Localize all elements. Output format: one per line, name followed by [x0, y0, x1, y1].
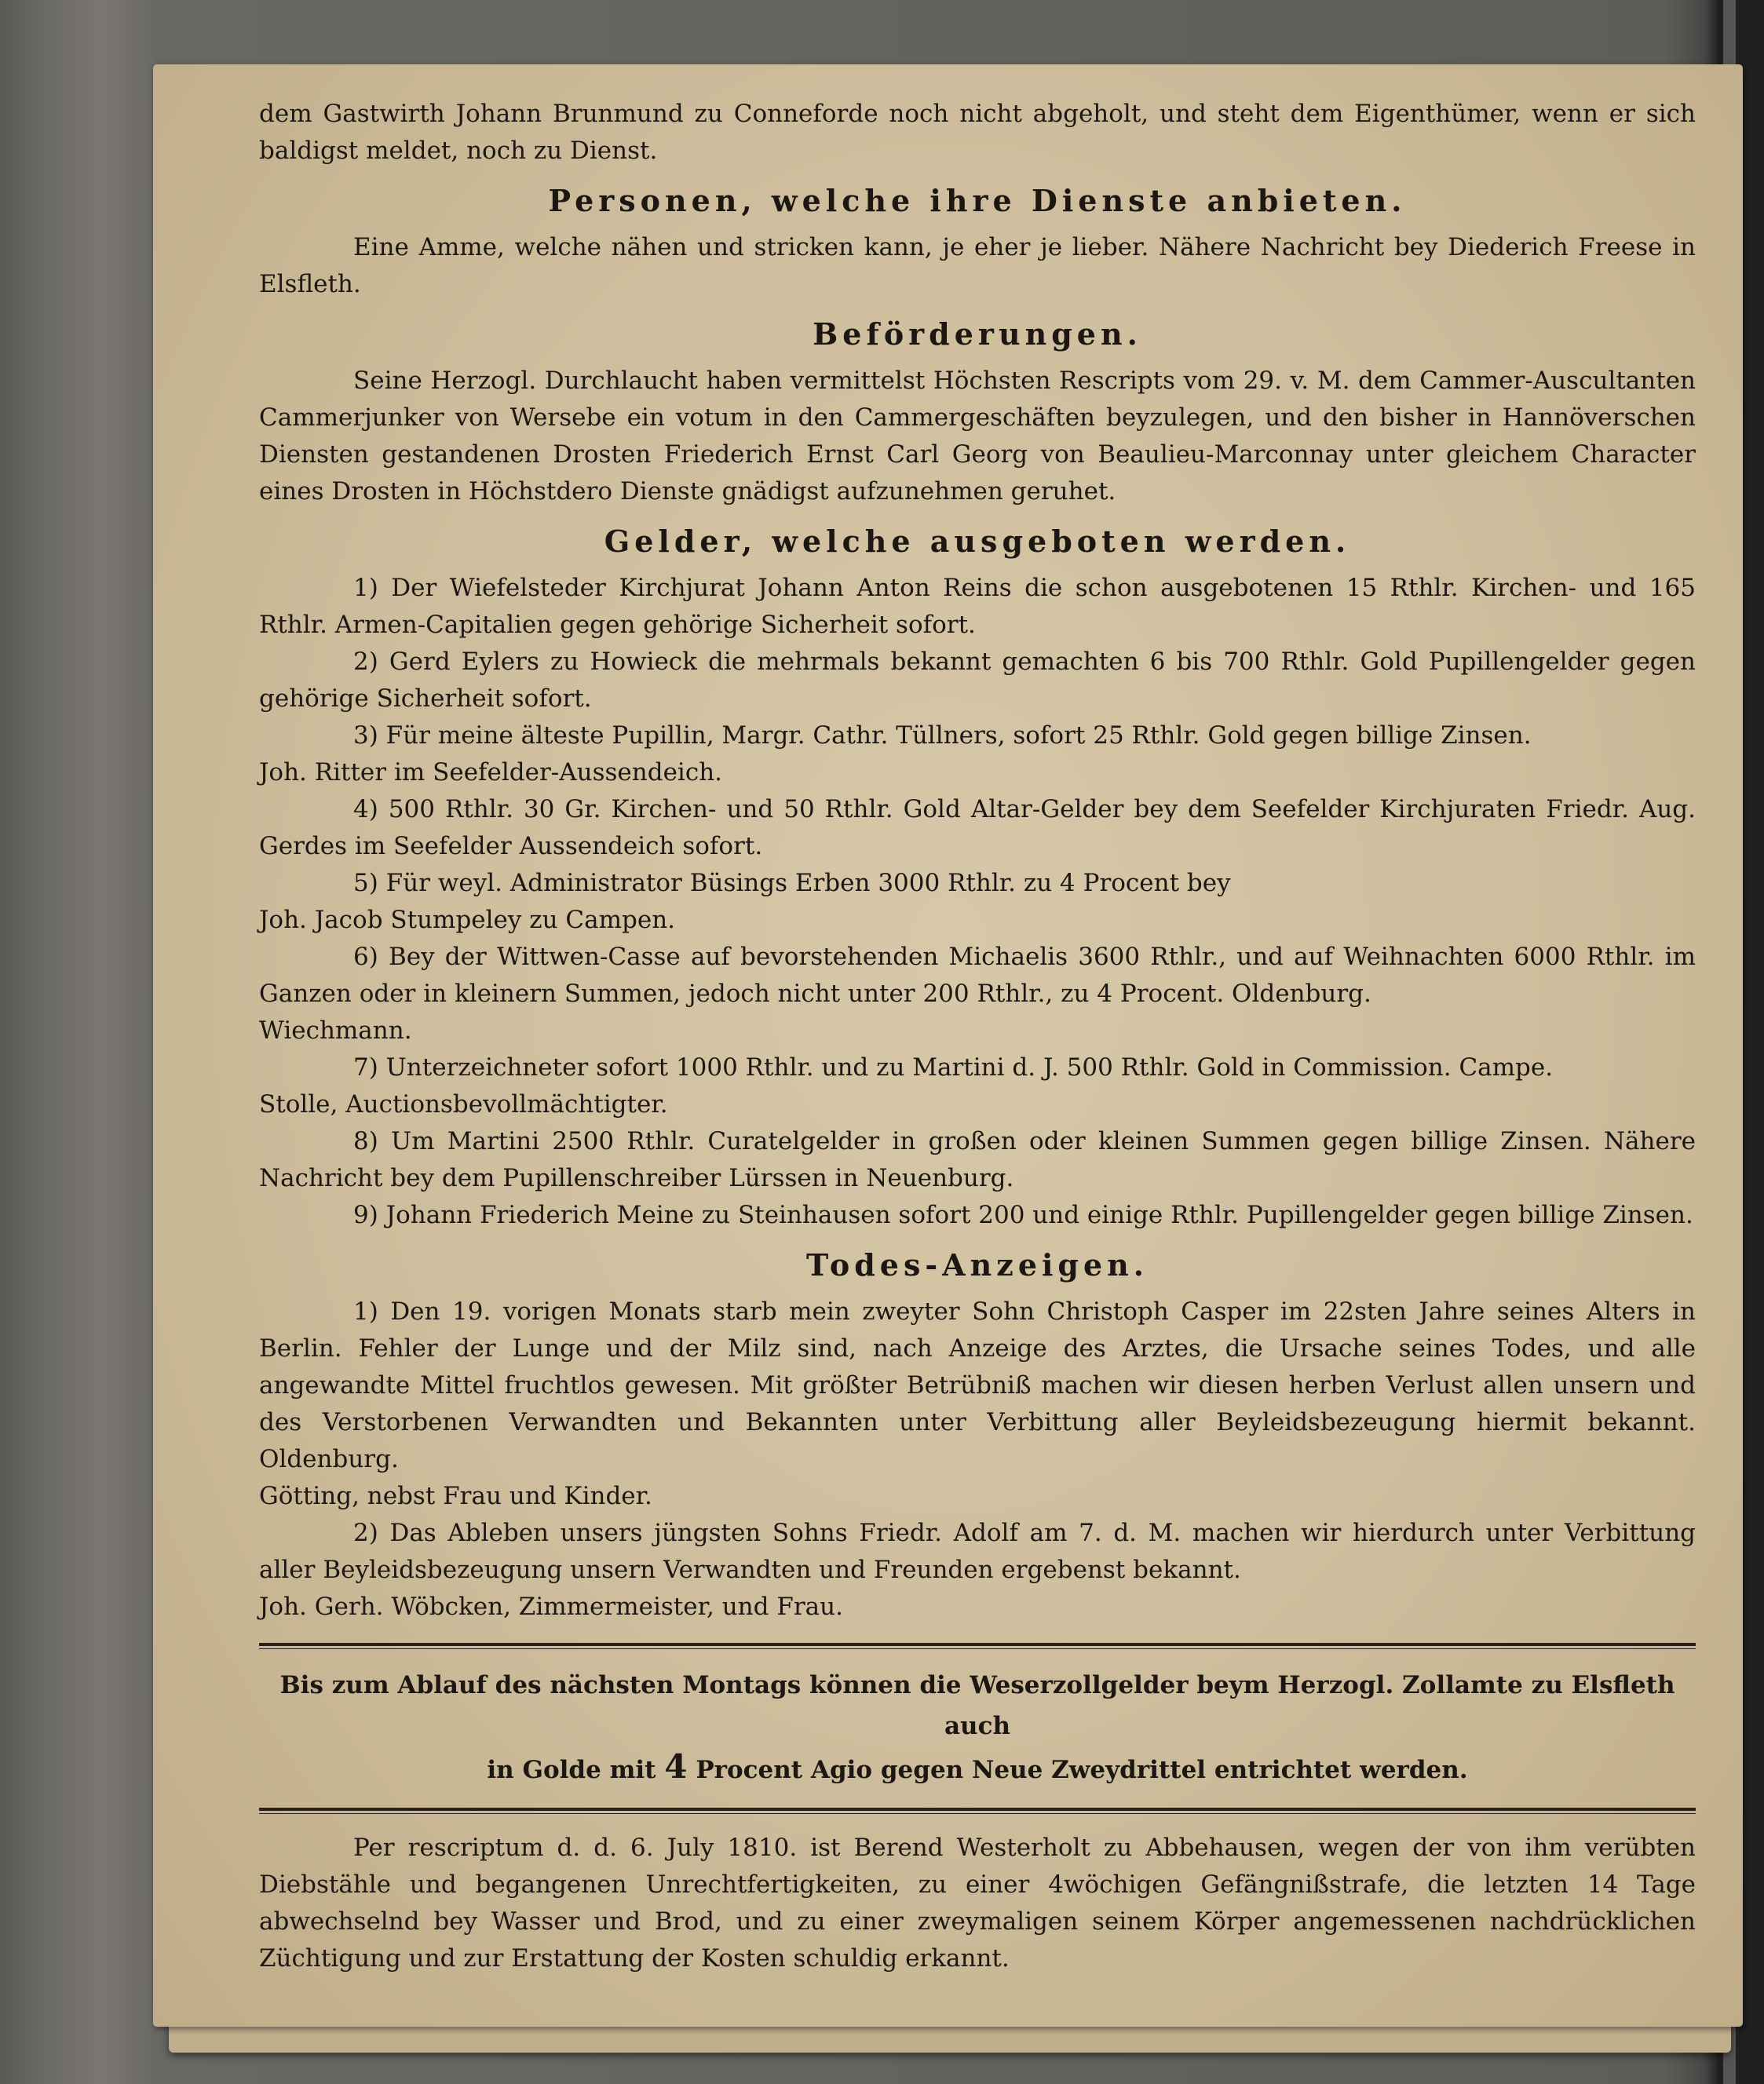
- page-content: [259, 96, 1696, 1977]
- gelder-item: 1) Der Wiefelsteder Kirchjurat Johann Anton Reins die schon ausgebotenen 15 Rthlr. Kirchen- und 165 Rthlr. Armen-Capitalien gegen gehörige Sicherheit sofort.: [259, 574, 1696, 639]
- heading-befoerderungen: Beförderungen.: [813, 316, 1142, 352]
- gelder-item: 8) Um Martini 2500 Rthlr. Curatelgelder in großen oder kleinen Summen gegen billige Zinsen. Nähere Nachricht bey dem Pupillenschreiber Lürssen in Neuenburg.: [259, 1127, 1696, 1192]
- gelder-item: 5) Für weyl. Administrator Büsings Erben 3000 Rthlr. zu 4 Procent bey: [353, 869, 1231, 897]
- heading-personen: Personen, welche ihre Dienste anbieten.: [548, 183, 1407, 218]
- befoerderungen-paragraph: Seine Herzogl. Durchlaucht haben vermittelst Höchsten Rescripts vom 29. v. M. dem Cammer-Auscultanten Cammerjunker von Wersebe ein votum in den Cammergeschäften beyzulegen, und den bisher in Hannöverschen Diensten gestandenen Drosten Friederich Ernst Carl Georg von Beaulieu-Marconnay unter gleichem Character eines Drosten in Höchstdero Dienste gnädigst aufzunehmen geruhet.: [259, 367, 1696, 505]
- todes-signature: Götting, nebst Frau und Kinder.: [259, 1482, 652, 1510]
- divider-rule: [259, 1808, 1696, 1814]
- weserzoll-percent: 4: [664, 1747, 688, 1786]
- gelder-signature: Stolle, Auctionsbevollmächtigter.: [259, 1090, 668, 1119]
- weserzoll-notice-line2: [259, 1746, 1696, 1790]
- weserzoll-notice-line1: Bis zum Ablauf des nächsten Montags können die Weserzollgelder beym Herzogl. Zollamte zu Elsfleth auch: [279, 1671, 1675, 1740]
- rescript-paragraph: Per rescriptum d. d. 6. July 1810. ist Berend Westerholt zu Abbehausen, wegen der von ihm verübten Diebstähle und begangenen Unrechtfertigkeiten, zu einer 4wöchigen Gefängnißstrafe, die letzten 14 Tage abwechselnd bey Wasser und Brod, und zu einer zweymaligen seinem Körper angemessenen nachdrücklichen Züchtigung und zur Erstattung der Kosten schuldig erkannt.: [259, 1834, 1696, 1973]
- weserzoll-line2-post: Procent Agio gegen Neue Zweydrittel entrichtet werden.: [696, 1756, 1468, 1784]
- heading-gelder: Gelder, welche ausgeboten werden.: [604, 524, 1351, 559]
- gelder-item: 9) Johann Friederich Meine zu Steinhausen sofort 200 und einige Rthlr. Pupillengelder gegen billige Zinsen.: [353, 1201, 1693, 1229]
- intro-paragraph: dem Gastwirth Johann Brunmund zu Conneforde noch nicht abgeholt, und steht dem Eigenthümer, wenn er sich baldigst meldet, noch zu Dienst.: [259, 100, 1696, 165]
- weserzoll-line2-pre: in Golde mit: [487, 1756, 656, 1784]
- todes-item: 2) Das Ableben unsers jüngsten Sohns Friedr. Adolf am 7. d. M. machen wir hierdurch unter Verbittung aller Beyleidsbezeugung unsern Verwandten und Freunden ergebenst bekannt.: [259, 1519, 1696, 1584]
- gelder-item: 6) Bey der Wittwen-Casse auf bevorstehenden Michaelis 3600 Rthlr., und auf Weihnachten 6000 Rthlr. im Ganzen oder in kleinern Summen, jedoch nicht unter 200 Rthlr., zu 4 Procent. Oldenburg.: [259, 943, 1696, 1008]
- personen-paragraph: Eine Amme, welche nähen und stricken kann, je eher je lieber. Nähere Nachricht bey Diederich Freese in Elsfleth.: [259, 233, 1696, 298]
- todes-item: 1) Den 19. vorigen Monats starb mein zweyter Sohn Christoph Casper im 22sten Jahre seines Alters in Berlin. Fehler der Lunge und der Milz sind, nach Anzeige des Arztes, die Ursache seines Todes, und alle angewandte Mittel fruchtlos gewesen. Mit größter Betrübniß machen wir diesen herben Verlust allen unsern und des Verstorbenen Verwandten und Bekannten unter Verbittung aller Beyleidsbezeugung hiermit bekannt. Oldenburg.: [259, 1297, 1696, 1473]
- gelder-item: 7) Unterzeichneter sofort 1000 Rthlr. und zu Martini d. J. 500 Rthlr. Gold in Commission. Campe.: [353, 1053, 1554, 1082]
- gelder-signature: Wiechmann.: [259, 1016, 412, 1045]
- gelder-signature: Joh. Ritter im Seefelder-Aussendeich.: [259, 758, 723, 787]
- todes-signature: Joh. Gerh. Wöbcken, Zimmermeister, und Frau.: [259, 1593, 843, 1621]
- gelder-item: 2) Gerd Eylers zu Howieck die mehrmals bekannt gemachten 6 bis 700 Rthlr. Gold Pupillengelder gegen gehörige Sicherheit sofort.: [259, 648, 1696, 713]
- heading-todes: Todes-Anzeigen.: [805, 1247, 1149, 1283]
- gelder-item: 4) 500 Rthlr. 30 Gr. Kirchen- und 50 Rthlr. Gold Altar-Gelder bey dem Seefelder Kirchjuraten Friedr. Aug. Gerdes im Seefelder Aussendeich sofort.: [259, 795, 1696, 860]
- todes-list: [259, 1294, 1696, 1626]
- divider-rule: [259, 1643, 1696, 1649]
- newspaper-page: [153, 64, 1743, 2027]
- gelder-signature: Joh. Jacob Stumpeley zu Campen.: [259, 906, 676, 934]
- gelder-item: 3) Für meine älteste Pupillin, Margr. Cathr. Tüllners, sofort 25 Rthlr. Gold gegen billige Zinsen.: [353, 721, 1532, 750]
- gelder-list: [259, 570, 1696, 1234]
